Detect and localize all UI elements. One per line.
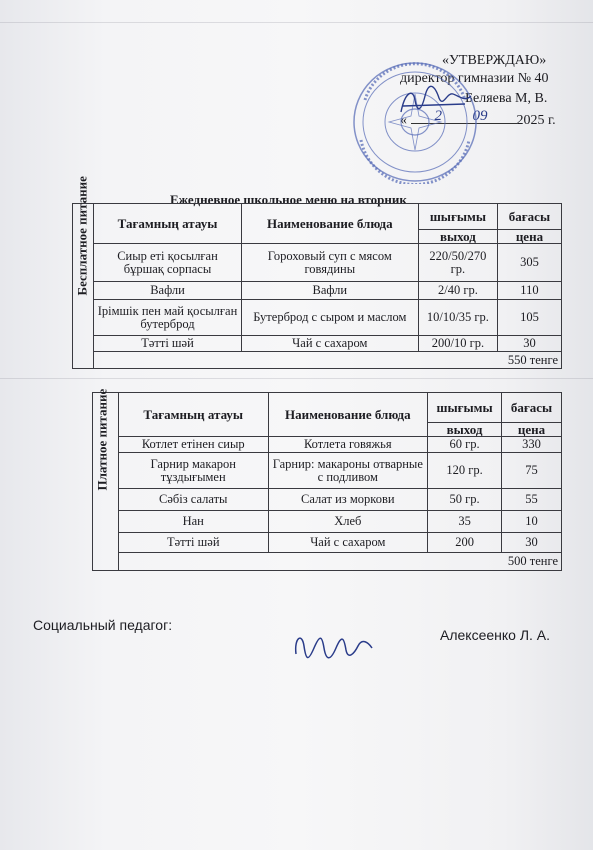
pedagogue-signature: [288, 618, 378, 668]
official-stamp: [351, 60, 479, 184]
header-name-ru: Наименование блюда: [241, 204, 418, 244]
table-row: Нан Хлеб 35 10: [93, 511, 562, 533]
header-name-kz: Тағамның атауы: [94, 204, 241, 244]
header-price-kz: бағасы: [497, 204, 561, 230]
header-yield-ru: выход: [418, 230, 497, 244]
table-row: Сәбіз салаты Салат из моркови 50 гр. 55: [93, 489, 562, 511]
paid-meal-side-label: Платное питание: [93, 393, 119, 571]
header-name-ru: Наименование блюда: [268, 393, 428, 437]
table-row: Ірімшік пен май қосылған бутерброд Бутерброд с сыром и маслом 10/10/35 гр. 105: [73, 300, 562, 336]
date-month: 09: [472, 108, 488, 124]
table-row: Вафли Вафли 2/40 гр. 110: [73, 282, 562, 300]
approval-date: « 2 09 2025 г.: [400, 108, 556, 128]
header-name-kz: Тағамның атауы: [118, 393, 268, 437]
header-price-ru: цена: [497, 230, 561, 244]
free-meal-side-label: Бесплатное питание: [73, 204, 94, 369]
footer-name: Алексеенко Л. А.: [440, 627, 551, 643]
date-day: 2: [434, 108, 442, 124]
header-price-kz: бағасы: [502, 393, 562, 423]
table-row: Котлет етінен сиыр Котлета говяжья 60 гр. 330: [93, 437, 562, 453]
paid-meal-table: [92, 388, 562, 571]
paper-fold: [0, 378, 593, 379]
approval-heading: «УТВЕРЖДАЮ»: [442, 53, 547, 68]
free-meal-total: 550 тенге: [94, 352, 562, 369]
footer-role: Социальный педагог:: [33, 617, 173, 633]
table-row: Сиыр еті қосылған бұршақ сорпасы Гороховый суп с мясом говядины 220/50/270 гр. 305: [73, 244, 562, 282]
header-yield-ru: выход: [428, 423, 502, 437]
table-row: Тәтті шәй Чай с сахаром 200 30: [93, 533, 562, 553]
paid-meal-total: 500 тенге: [118, 553, 561, 571]
table-row: Тәтті шәй Чай с сахаром 200/10 гр. 30: [73, 336, 562, 352]
header-yield-kz: шығымы: [428, 393, 502, 423]
paper-fold: [0, 22, 593, 23]
approval-director-name: Беляева М, В.: [465, 91, 548, 106]
table-row: Гарнир макарон тұздығымен Гарнир: макароны отварные с подливом 120 гр. 75: [93, 453, 562, 489]
header-price-ru: цена: [502, 423, 562, 437]
header-yield-kz: шығымы: [418, 204, 497, 230]
approval-director: директор гимназии № 40: [400, 71, 549, 86]
director-signature: [395, 82, 475, 120]
menu-title: Ежедневное школьное меню на вторник: [170, 192, 407, 207]
